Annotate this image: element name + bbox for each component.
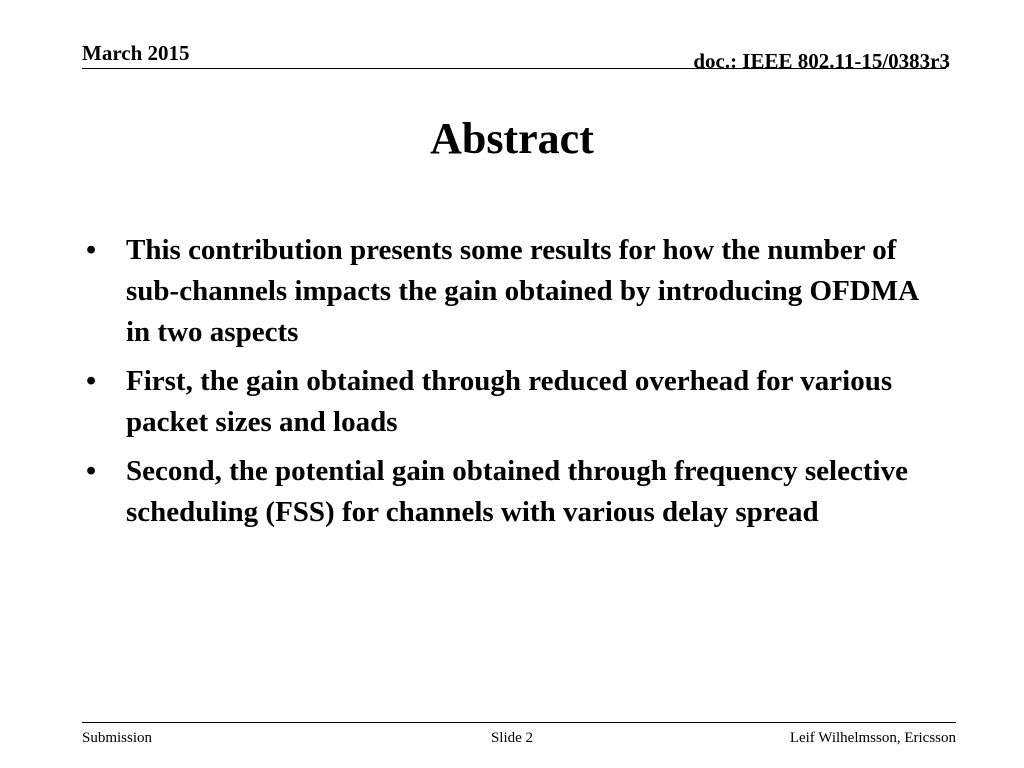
footer-divider — [82, 722, 956, 723]
footer-submission: Submission — [82, 730, 153, 746]
header-divider — [82, 68, 946, 69]
bullet-text: This contribution presents some results for how the number of sub-channels impacts the gain obtained by introducing OFDMA in two aspects — [126, 234, 918, 348]
bullet-item — [86, 451, 946, 533]
bullet-marker: • — [86, 455, 97, 487]
bullet-item — [86, 361, 946, 443]
bullet-text: First, the gain obtained through reduced overhead for various packet sizes and loads — [126, 365, 893, 438]
bullet-marker: • — [86, 365, 97, 397]
footer-author: Leif Wilhelmsson, Ericsson — [789, 730, 956, 746]
slide-title: Abstract — [430, 114, 594, 163]
bullet-text: Second, the potential gain obtained through frequency selective scheduling (FSS) for channels with various delay spread — [126, 455, 908, 528]
header-date: March 2015 — [82, 41, 190, 65]
bullet-marker: • — [86, 234, 97, 266]
bullet-item — [86, 230, 946, 353]
footer-slide-number: Slide 2 — [490, 730, 534, 746]
header-doc-id: doc.: IEEE 802.11-15/0383r3 — [693, 49, 950, 73]
bullet-list — [86, 230, 946, 541]
